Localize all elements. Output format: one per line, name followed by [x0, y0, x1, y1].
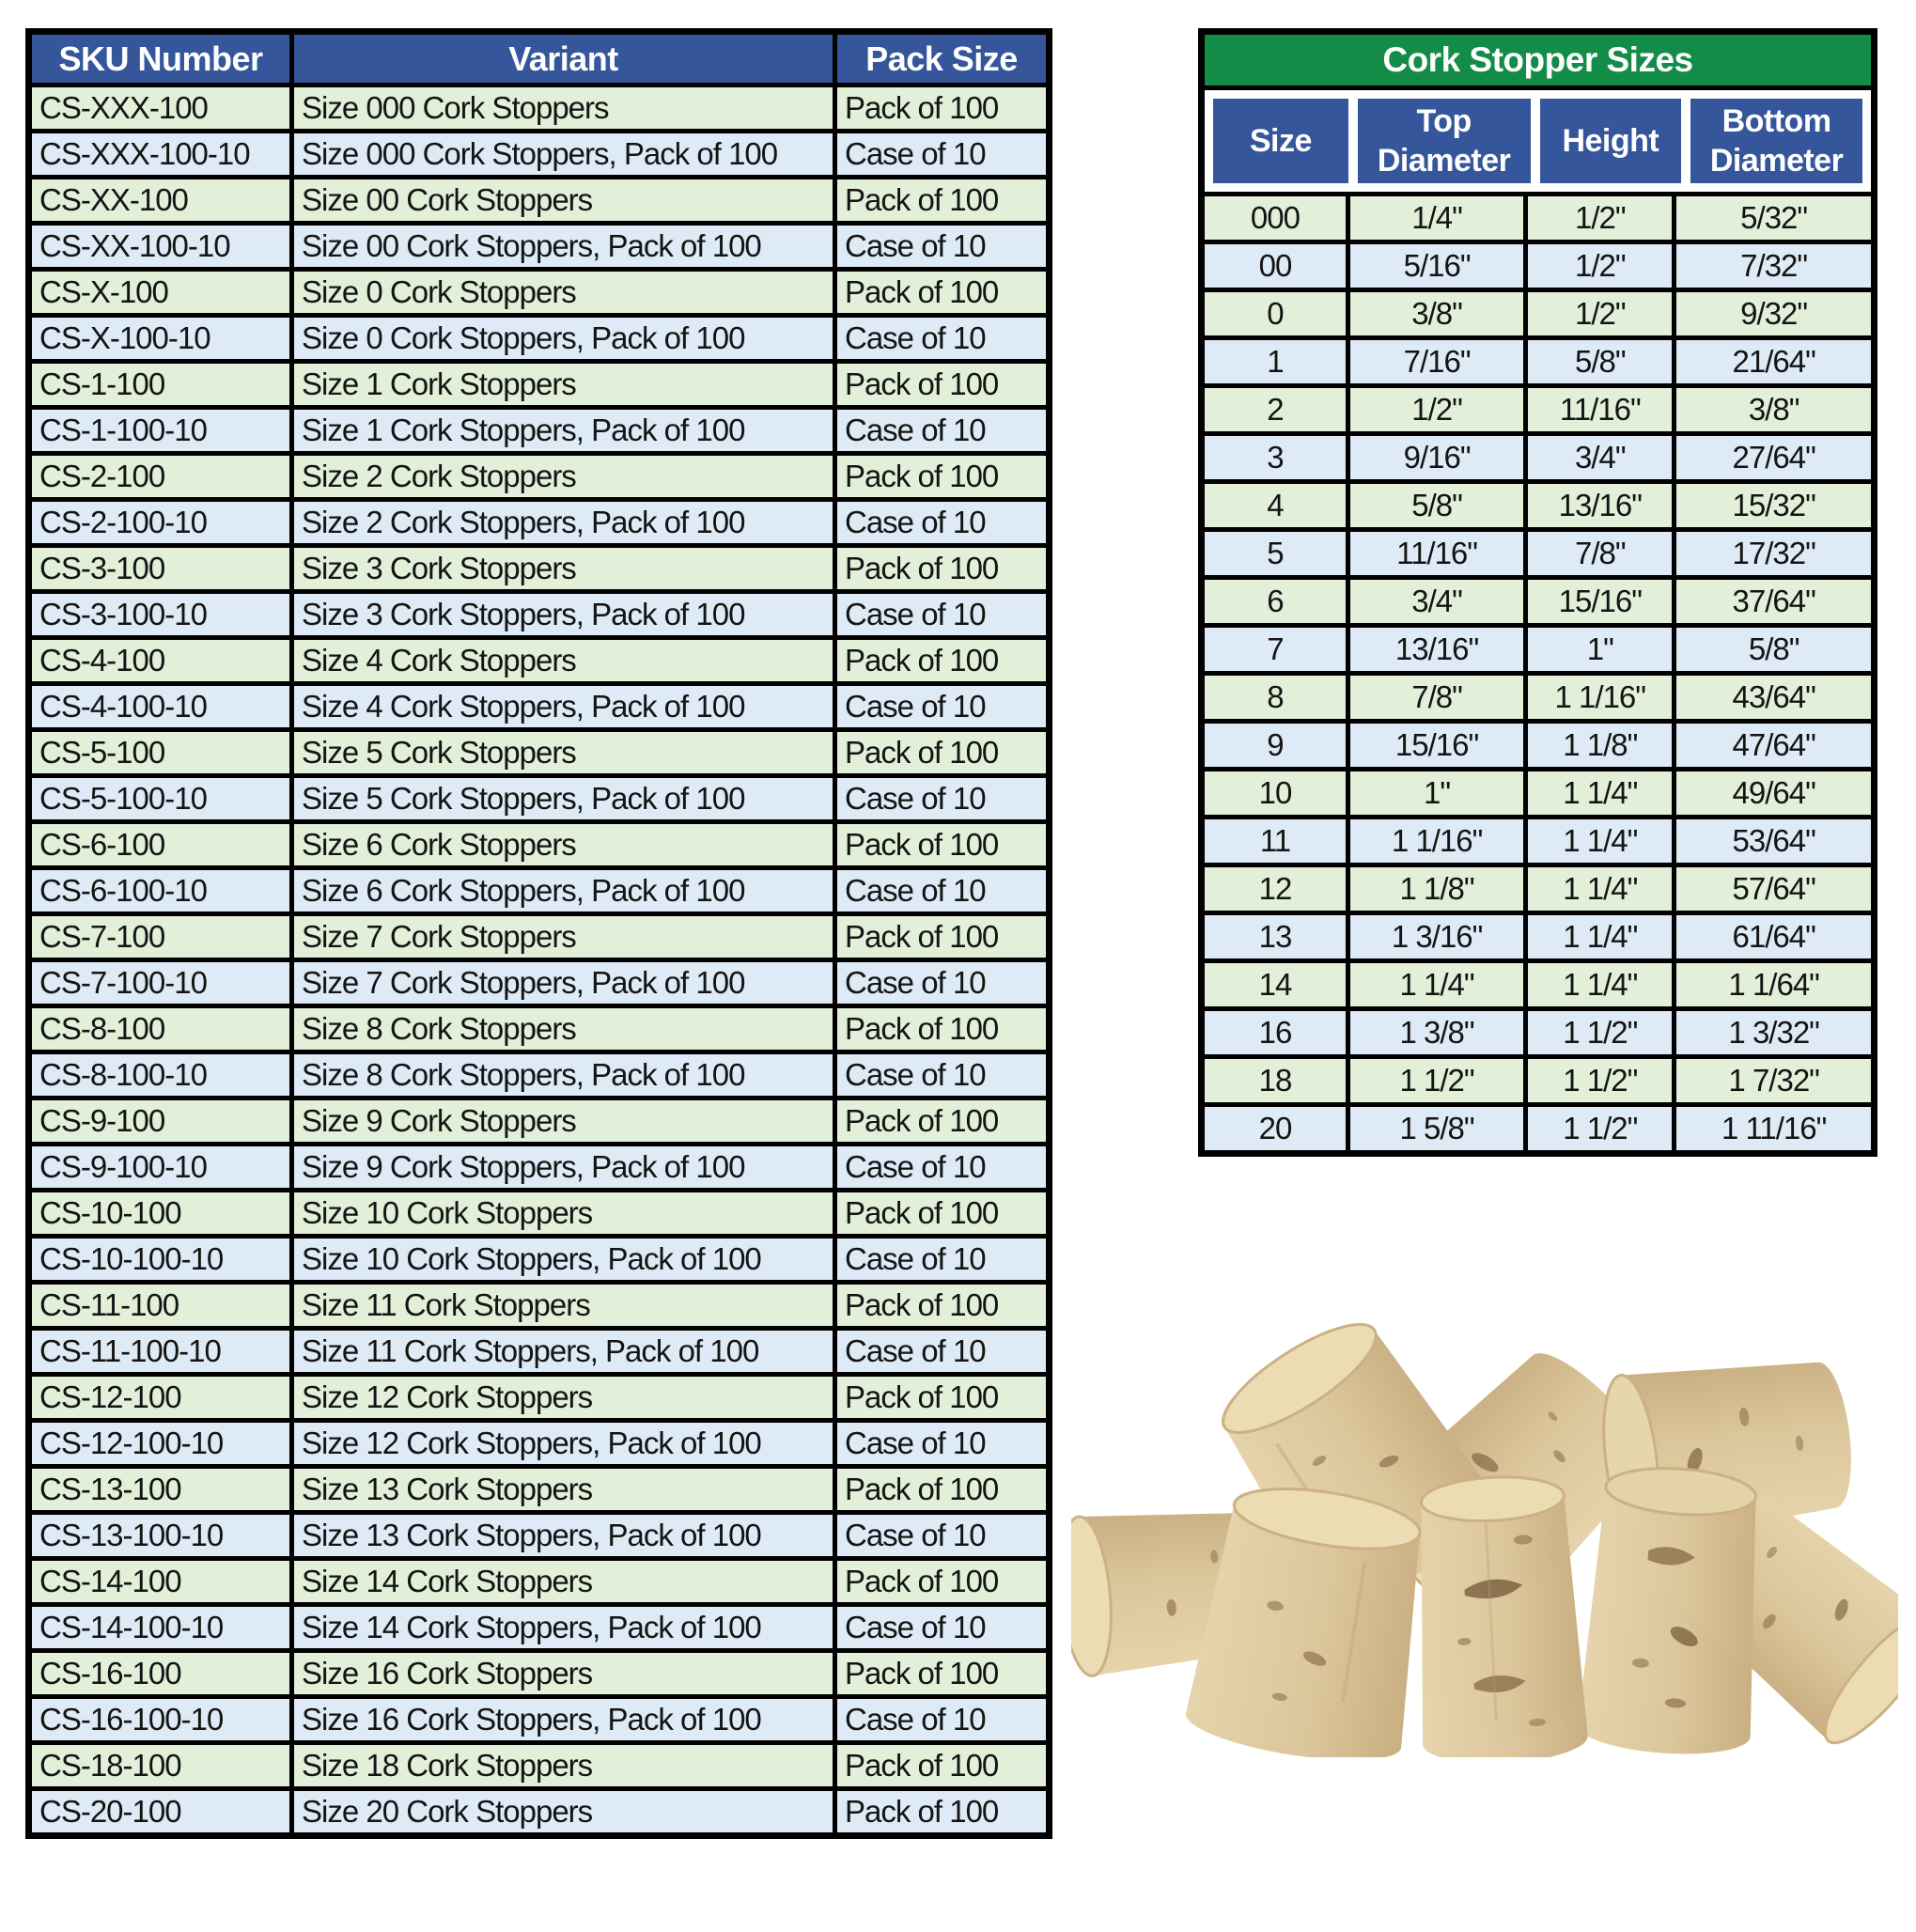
table-cell: Pack of 100: [835, 362, 1050, 408]
table-cell: 10: [1205, 770, 1347, 818]
table-cell: Size 0 Cork Stoppers, Pack of 100: [292, 316, 835, 362]
table-cell: Size 5 Cork Stoppers: [292, 730, 835, 776]
table-cell: Pack of 100: [835, 454, 1050, 500]
table-cell: CS-X-100: [29, 270, 292, 316]
table-row: [1205, 434, 1871, 482]
table-cell: 57/64": [1675, 865, 1871, 913]
table-cell: CS-10-100-10: [29, 1237, 292, 1283]
table-row: [1205, 961, 1871, 1009]
table-cell: CS-14-100-10: [29, 1605, 292, 1651]
table-row: [1205, 722, 1871, 770]
table-cell: 5/8": [1347, 482, 1525, 530]
table-cell: Pack of 100: [835, 178, 1050, 224]
table-cell: CS-1-100-10: [29, 408, 292, 454]
table-cell: CS-6-100: [29, 822, 292, 868]
table-row: [29, 1283, 1050, 1329]
table-cell: Case of 10: [835, 132, 1050, 178]
bottom-diameter-column-header: Bottom Diameter: [1690, 99, 1862, 183]
table-cell: 1/4": [1347, 195, 1525, 242]
sku-number-column-header: SKU Number: [29, 32, 292, 86]
table-cell: 3/4": [1526, 434, 1675, 482]
table-cell: CS-13-100: [29, 1467, 292, 1513]
table-row: [29, 960, 1050, 1006]
table-cell: 16: [1205, 1009, 1347, 1057]
table-cell: Case of 10: [835, 776, 1050, 822]
table-row: [29, 1006, 1050, 1052]
table-cell: 12: [1205, 865, 1347, 913]
table-cell: CS-4-100-10: [29, 684, 292, 730]
table-cell: 3/8": [1675, 386, 1871, 434]
table-cell: CS-3-100-10: [29, 592, 292, 638]
table-cell: Size 20 Cork Stoppers: [292, 1789, 835, 1836]
table-cell: CS-11-100-10: [29, 1329, 292, 1375]
table-row: [29, 638, 1050, 684]
table-cell: 3/8": [1347, 290, 1525, 338]
table-cell: 7/8": [1347, 674, 1525, 722]
table-row: [29, 1145, 1050, 1191]
table-cell: 1 1/4": [1526, 818, 1675, 865]
table-cell: 9/16": [1347, 434, 1525, 482]
table-cell: 8: [1205, 674, 1347, 722]
table-cell: Size 13 Cork Stoppers: [292, 1467, 835, 1513]
table-row: [1205, 386, 1871, 434]
table-cell: Size 16 Cork Stoppers: [292, 1651, 835, 1697]
table-cell: 1 3/32": [1675, 1009, 1871, 1057]
table-row: [1205, 195, 1871, 242]
table-cell: Case of 10: [835, 960, 1050, 1006]
table-cell: CS-16-100-10: [29, 1697, 292, 1743]
table-cell: Size 4 Cork Stoppers: [292, 638, 835, 684]
table-row: [29, 914, 1050, 960]
table-cell: CS-10-100: [29, 1191, 292, 1237]
table-cell: 17/32": [1675, 530, 1871, 578]
table-cell: Size 7 Cork Stoppers, Pack of 100: [292, 960, 835, 1006]
table-cell: 1 1/4": [1526, 961, 1675, 1009]
table-cell: 7/32": [1675, 242, 1871, 290]
table-cell: 20: [1205, 1105, 1347, 1151]
table-cell: Size 3 Cork Stoppers: [292, 546, 835, 592]
table-cell: 5/32": [1675, 195, 1871, 242]
table-cell: Size 0 Cork Stoppers: [292, 270, 835, 316]
table-cell: Size 4 Cork Stoppers, Pack of 100: [292, 684, 835, 730]
table-cell: Case of 10: [835, 684, 1050, 730]
table-cell: 43/64": [1675, 674, 1871, 722]
table-cell: 1 1/8": [1347, 865, 1525, 913]
table-cell: Pack of 100: [835, 546, 1050, 592]
table-cell: 13/16": [1526, 482, 1675, 530]
table-cell: 11: [1205, 818, 1347, 865]
table-row: [29, 1375, 1050, 1421]
table-row: [29, 1421, 1050, 1467]
table-cell: CS-2-100: [29, 454, 292, 500]
table-cell: 1 1/4": [1526, 770, 1675, 818]
table-cell: 11/16": [1347, 530, 1525, 578]
table-cell: Case of 10: [835, 500, 1050, 546]
table-cell: 37/64": [1675, 578, 1871, 626]
table-cell: Case of 10: [835, 1697, 1050, 1743]
table-cell: 1": [1526, 626, 1675, 674]
table-row: [29, 362, 1050, 408]
table-row: [1205, 530, 1871, 578]
table-cell: 1 5/8": [1347, 1105, 1525, 1151]
table-cell: Pack of 100: [835, 638, 1050, 684]
table-cell: CS-1-100: [29, 362, 292, 408]
table-cell: 4: [1205, 482, 1347, 530]
table-row: [29, 1052, 1050, 1098]
sku-table-header-row: [29, 32, 1050, 86]
table-row: [29, 684, 1050, 730]
table-row: [29, 316, 1050, 362]
sku-table-body: [29, 86, 1050, 1836]
table-cell: 15/16": [1347, 722, 1525, 770]
table-row: [29, 1743, 1050, 1789]
table-row: [29, 1191, 1050, 1237]
table-row: [1205, 338, 1871, 386]
table-row: [1205, 1057, 1871, 1105]
table-cell: Size 8 Cork Stoppers, Pack of 100: [292, 1052, 835, 1098]
table-cell: Size 10 Cork Stoppers: [292, 1191, 835, 1237]
table-cell: 11/16": [1526, 386, 1675, 434]
table-cell: CS-2-100-10: [29, 500, 292, 546]
table-cell: CS-9-100: [29, 1098, 292, 1145]
table-cell: Size 10 Cork Stoppers, Pack of 100: [292, 1237, 835, 1283]
table-cell: Size 13 Cork Stoppers, Pack of 100: [292, 1513, 835, 1559]
table-cell: 5/8": [1526, 338, 1675, 386]
table-cell: Case of 10: [835, 1421, 1050, 1467]
size-table-header-row: [1205, 90, 1871, 192]
table-cell: CS-9-100-10: [29, 1145, 292, 1191]
table-cell: CS-5-100: [29, 730, 292, 776]
table-row: [29, 270, 1050, 316]
table-cell: Case of 10: [835, 1237, 1050, 1283]
table-cell: CS-XX-100: [29, 178, 292, 224]
table-cell: Pack of 100: [835, 1006, 1050, 1052]
table-cell: Pack of 100: [835, 1283, 1050, 1329]
table-row: [1205, 482, 1871, 530]
table-cell: 7: [1205, 626, 1347, 674]
table-cell: Size 00 Cork Stoppers, Pack of 100: [292, 224, 835, 270]
table-cell: CS-16-100: [29, 1651, 292, 1697]
table-row: [29, 500, 1050, 546]
table-cell: Case of 10: [835, 224, 1050, 270]
table-cell: 13/16": [1347, 626, 1525, 674]
table-row: [29, 1513, 1050, 1559]
table-row: [29, 408, 1050, 454]
table-cell: Pack of 100: [835, 822, 1050, 868]
table-row: [29, 178, 1050, 224]
table-row: [29, 1605, 1050, 1651]
table-cell: Case of 10: [835, 868, 1050, 914]
table-cell: Size 9 Cork Stoppers, Pack of 100: [292, 1145, 835, 1191]
table-cell: Case of 10: [835, 592, 1050, 638]
table-cell: Pack of 100: [835, 1467, 1050, 1513]
table-cell: CS-X-100-10: [29, 316, 292, 362]
table-cell: Case of 10: [835, 408, 1050, 454]
table-cell: 21/64": [1675, 338, 1871, 386]
table-cell: 1 1/4": [1526, 865, 1675, 913]
table-cell: CS-4-100: [29, 638, 292, 684]
table-cell: Size 1 Cork Stoppers, Pack of 100: [292, 408, 835, 454]
table-cell: 61/64": [1675, 913, 1871, 961]
table-cell: 7/16": [1347, 338, 1525, 386]
table-cell: 1 1/2": [1526, 1009, 1675, 1057]
table-row: [29, 454, 1050, 500]
table-cell: 15/32": [1675, 482, 1871, 530]
table-row: [1205, 770, 1871, 818]
table-cell: 1/2": [1526, 195, 1675, 242]
table-cell: Size 11 Cork Stoppers, Pack of 100: [292, 1329, 835, 1375]
table-cell: 27/64": [1675, 434, 1871, 482]
table-cell: 1 1/2": [1526, 1057, 1675, 1105]
table-cell: 1/2": [1347, 386, 1525, 434]
table-cell: 13: [1205, 913, 1347, 961]
size-table-grid: [1205, 192, 1871, 1150]
table-cell: Pack of 100: [835, 1375, 1050, 1421]
table-row: [1205, 913, 1871, 961]
table-cell: 1 3/8": [1347, 1009, 1525, 1057]
table-cell: Pack of 100: [835, 1559, 1050, 1605]
table-cell: Size 9 Cork Stoppers: [292, 1098, 835, 1145]
table-row: [29, 1559, 1050, 1605]
table-cell: CS-3-100: [29, 546, 292, 592]
table-cell: 1 1/16": [1347, 818, 1525, 865]
table-row: [29, 822, 1050, 868]
table-cell: Size 5 Cork Stoppers, Pack of 100: [292, 776, 835, 822]
table-row: [1205, 578, 1871, 626]
table-cell: 0: [1205, 290, 1347, 338]
table-row: [29, 1098, 1050, 1145]
table-row: [29, 546, 1050, 592]
table-row: [29, 776, 1050, 822]
table-cell: Case of 10: [835, 316, 1050, 362]
table-cell: CS-13-100-10: [29, 1513, 292, 1559]
table-row: [29, 1237, 1050, 1283]
table-row: [1205, 626, 1871, 674]
table-cell: Size 000 Cork Stoppers: [292, 86, 835, 132]
table-row: [1205, 290, 1871, 338]
table-cell: CS-11-100: [29, 1283, 292, 1329]
sku-table: [25, 28, 1052, 1839]
table-cell: CS-18-100: [29, 1743, 292, 1789]
table-row: [29, 132, 1050, 178]
table-cell: CS-7-100-10: [29, 960, 292, 1006]
table-row: [29, 1329, 1050, 1375]
table-row: [29, 86, 1050, 132]
table-cell: Pack of 100: [835, 730, 1050, 776]
table-cell: CS-XXX-100-10: [29, 132, 292, 178]
table-cell: Pack of 100: [835, 86, 1050, 132]
table-cell: 1 7/32": [1675, 1057, 1871, 1105]
table-cell: Pack of 100: [835, 1651, 1050, 1697]
table-cell: Size 12 Cork Stoppers: [292, 1375, 835, 1421]
table-cell: CS-7-100: [29, 914, 292, 960]
table-cell: CS-14-100: [29, 1559, 292, 1605]
table-row: [1205, 674, 1871, 722]
table-cell: 2: [1205, 386, 1347, 434]
table-cell: 9/32": [1675, 290, 1871, 338]
table-cell: 14: [1205, 961, 1347, 1009]
table-cell: 1 3/16": [1347, 913, 1525, 961]
table-cell: CS-6-100-10: [29, 868, 292, 914]
table-row: [29, 868, 1050, 914]
table-cell: 5: [1205, 530, 1347, 578]
table-cell: Size 8 Cork Stoppers: [292, 1006, 835, 1052]
table-cell: CS-XX-100-10: [29, 224, 292, 270]
table-cell: Size 2 Cork Stoppers: [292, 454, 835, 500]
table-cell: Size 3 Cork Stoppers, Pack of 100: [292, 592, 835, 638]
table-row: [29, 1467, 1050, 1513]
table-cell: Pack of 100: [835, 1789, 1050, 1836]
table-cell: Pack of 100: [835, 914, 1050, 960]
table-cell: 1 1/4": [1347, 961, 1525, 1009]
table-cell: 7/8": [1526, 530, 1675, 578]
table-cell: Pack of 100: [835, 1743, 1050, 1789]
table-cell: 00: [1205, 242, 1347, 290]
height-column-header: Height: [1540, 99, 1682, 183]
table-row: [29, 224, 1050, 270]
table-cell: Size 000 Cork Stoppers, Pack of 100: [292, 132, 835, 178]
table-row: [29, 592, 1050, 638]
table-row: [29, 1789, 1050, 1836]
table-cell: 5/8": [1675, 626, 1871, 674]
table-cell: 1/2": [1526, 242, 1675, 290]
table-cell: 5/16": [1347, 242, 1525, 290]
table-cell: 1 11/16": [1675, 1105, 1871, 1151]
table-cell: CS-5-100-10: [29, 776, 292, 822]
table-cell: 3/4": [1347, 578, 1525, 626]
cork-stopper-sizes-table: [1198, 28, 1877, 1157]
top-diameter-column-header: Top Diameter: [1358, 99, 1531, 183]
table-cell: CS-12-100: [29, 1375, 292, 1421]
table-cell: Size 12 Cork Stoppers, Pack of 100: [292, 1421, 835, 1467]
table-cell: Pack of 100: [835, 270, 1050, 316]
size-column-header: Size: [1213, 99, 1348, 183]
table-row: [1205, 1105, 1871, 1151]
table-cell: Case of 10: [835, 1329, 1050, 1375]
table-cell: CS-12-100-10: [29, 1421, 292, 1467]
table-cell: Size 7 Cork Stoppers: [292, 914, 835, 960]
table-cell: Size 14 Cork Stoppers: [292, 1559, 835, 1605]
table-cell: CS-8-100-10: [29, 1052, 292, 1098]
table-cell: 1 1/4": [1526, 913, 1675, 961]
table-cell: Size 16 Cork Stoppers, Pack of 100: [292, 1697, 835, 1743]
table-row: [1205, 865, 1871, 913]
table-cell: 9: [1205, 722, 1347, 770]
table-row: [1205, 818, 1871, 865]
pack-size-column-header: Pack Size: [835, 32, 1050, 86]
table-cell: CS-XXX-100: [29, 86, 292, 132]
table-cell: Size 18 Cork Stoppers: [292, 1743, 835, 1789]
table-cell: Case of 10: [835, 1513, 1050, 1559]
table-cell: Size 11 Cork Stoppers: [292, 1283, 835, 1329]
table-cell: Size 00 Cork Stoppers: [292, 178, 835, 224]
table-cell: 3: [1205, 434, 1347, 482]
variant-column-header: Variant: [292, 32, 835, 86]
table-row: [29, 1651, 1050, 1697]
table-cell: Size 14 Cork Stoppers, Pack of 100: [292, 1605, 835, 1651]
table-cell: 15/16": [1526, 578, 1675, 626]
table-cell: 1 1/64": [1675, 961, 1871, 1009]
size-table-title: Cork Stopper Sizes: [1205, 35, 1871, 90]
table-cell: 1 1/16": [1526, 674, 1675, 722]
table-cell: 1 1/2": [1526, 1105, 1675, 1151]
table-cell: 53/64": [1675, 818, 1871, 865]
table-row: [29, 730, 1050, 776]
table-row: [29, 1697, 1050, 1743]
table-cell: 1 1/8": [1526, 722, 1675, 770]
table-cell: CS-20-100: [29, 1789, 292, 1836]
table-cell: Case of 10: [835, 1605, 1050, 1651]
table-row: [1205, 242, 1871, 290]
table-cell: Case of 10: [835, 1145, 1050, 1191]
table-cell: Pack of 100: [835, 1098, 1050, 1145]
table-cell: Size 2 Cork Stoppers, Pack of 100: [292, 500, 835, 546]
table-cell: 18: [1205, 1057, 1347, 1105]
table-cell: Pack of 100: [835, 1191, 1050, 1237]
table-cell: Size 6 Cork Stoppers, Pack of 100: [292, 868, 835, 914]
table-cell: 47/64": [1675, 722, 1871, 770]
table-cell: 1: [1205, 338, 1347, 386]
table-cell: 1": [1347, 770, 1525, 818]
table-cell: 6: [1205, 578, 1347, 626]
table-cell: Size 6 Cork Stoppers: [292, 822, 835, 868]
table-cell: Case of 10: [835, 1052, 1050, 1098]
table-cell: 000: [1205, 195, 1347, 242]
table-cell: 1 1/2": [1347, 1057, 1525, 1105]
table-row: [1205, 1009, 1871, 1057]
table-cell: 1/2": [1526, 290, 1675, 338]
cork-stoppers-photo: [1071, 1306, 1898, 1757]
size-table-body: [1205, 195, 1871, 1151]
table-cell: Size 1 Cork Stoppers: [292, 362, 835, 408]
table-cell: CS-8-100: [29, 1006, 292, 1052]
table-cell: 49/64": [1675, 770, 1871, 818]
